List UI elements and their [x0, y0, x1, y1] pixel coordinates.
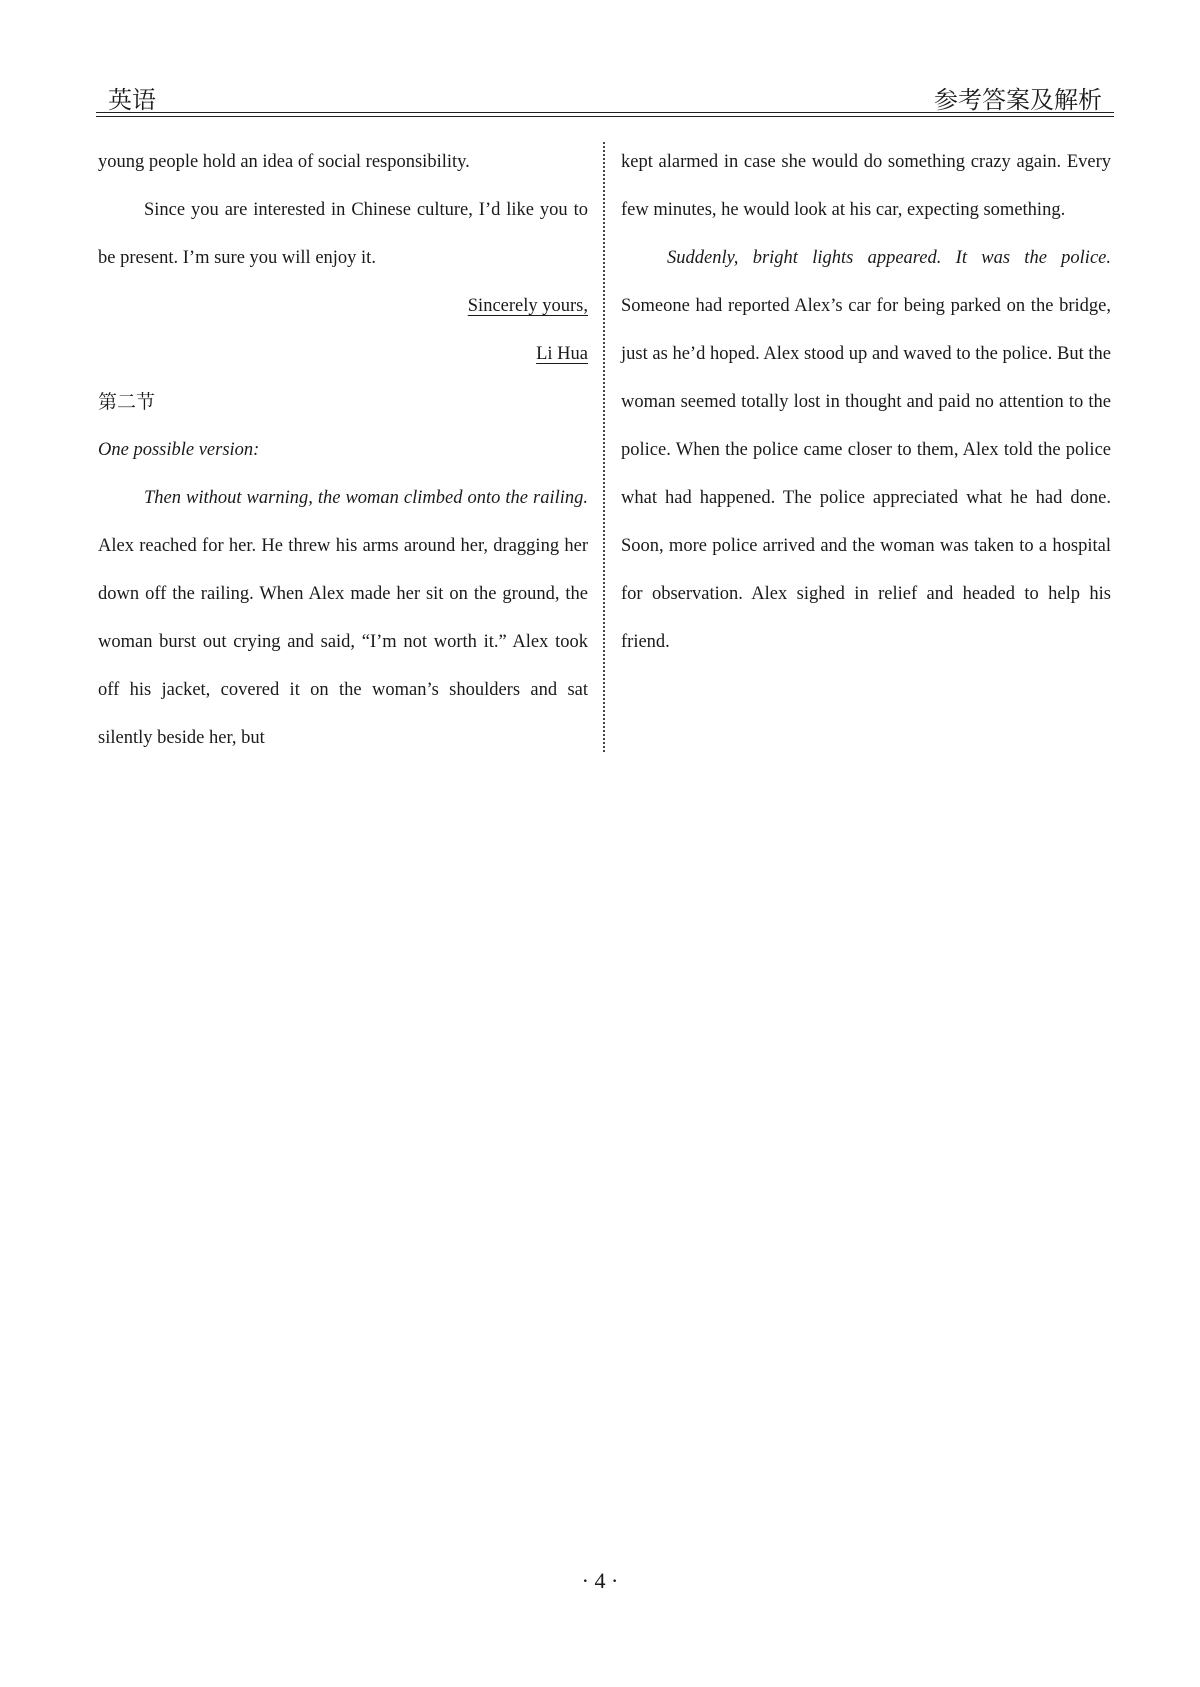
- column-divider: [603, 142, 605, 752]
- section-heading: 第二节: [98, 391, 156, 413]
- document-type-title: 参考答案及解析: [934, 86, 1102, 114]
- story-paragraph-2-text: Someone had reported Alex’s car for being parked on the bridge, just as he’d hoped. Alex stood up and waved to the police. But the woman seemed totally lost in thought and paid no attention to the police. When the police came closer to them, Alex told the police what had happened. The police appreciated what he had done. Soon, more police arrived and the woman was taken to a hospital for observation. Alex sighed in relief and headed to help his friend.: [621, 296, 1111, 652]
- subject-title: 英语: [108, 86, 156, 114]
- story-paragraph-1-text: Alex reached for her. He threw his arms around her, dragging her down off the railing. When Alex made her sit on the ground, the woman burst out crying and said, “I’m not worth it.” Alex took off his jacket, covered it on the woman’s shoulders and sat silently beside her, but: [98, 536, 588, 748]
- header-rule-bottom: [96, 116, 1114, 117]
- version-label: One possible version:: [98, 440, 260, 460]
- letter-signature: [98, 330, 588, 378]
- page-number: · 4 ·: [581, 1568, 619, 1593]
- right-column: [621, 138, 1111, 666]
- story-paragraph-1-continued: kept alarmed in case she would do something crazy again. Every few minutes, he would look at his car, expecting something.: [621, 152, 1111, 220]
- header-rule-top: [96, 112, 1114, 113]
- closing-text: Sincerely yours,: [467, 296, 588, 316]
- story-paragraph-1: [98, 474, 588, 762]
- letter-closing: [98, 282, 588, 330]
- story-paragraph-2: [621, 234, 1111, 666]
- signature-text: Li Hua: [536, 344, 588, 364]
- letter-paragraph-invitation: Since you are interested in Chinese culture, I’d like you to be present. I’m sure you will enjoy it.: [98, 200, 588, 268]
- left-column: [98, 138, 588, 762]
- story-lead-sentence: Then without warning, the woman climbed onto the railing.: [144, 488, 588, 508]
- letter-paragraph-end: young people hold an idea of social responsibility.: [98, 152, 470, 172]
- page-header: [100, 78, 1110, 112]
- story-lead-sentence-2: Suddenly, bright lights appeared. It was the police.: [667, 248, 1111, 268]
